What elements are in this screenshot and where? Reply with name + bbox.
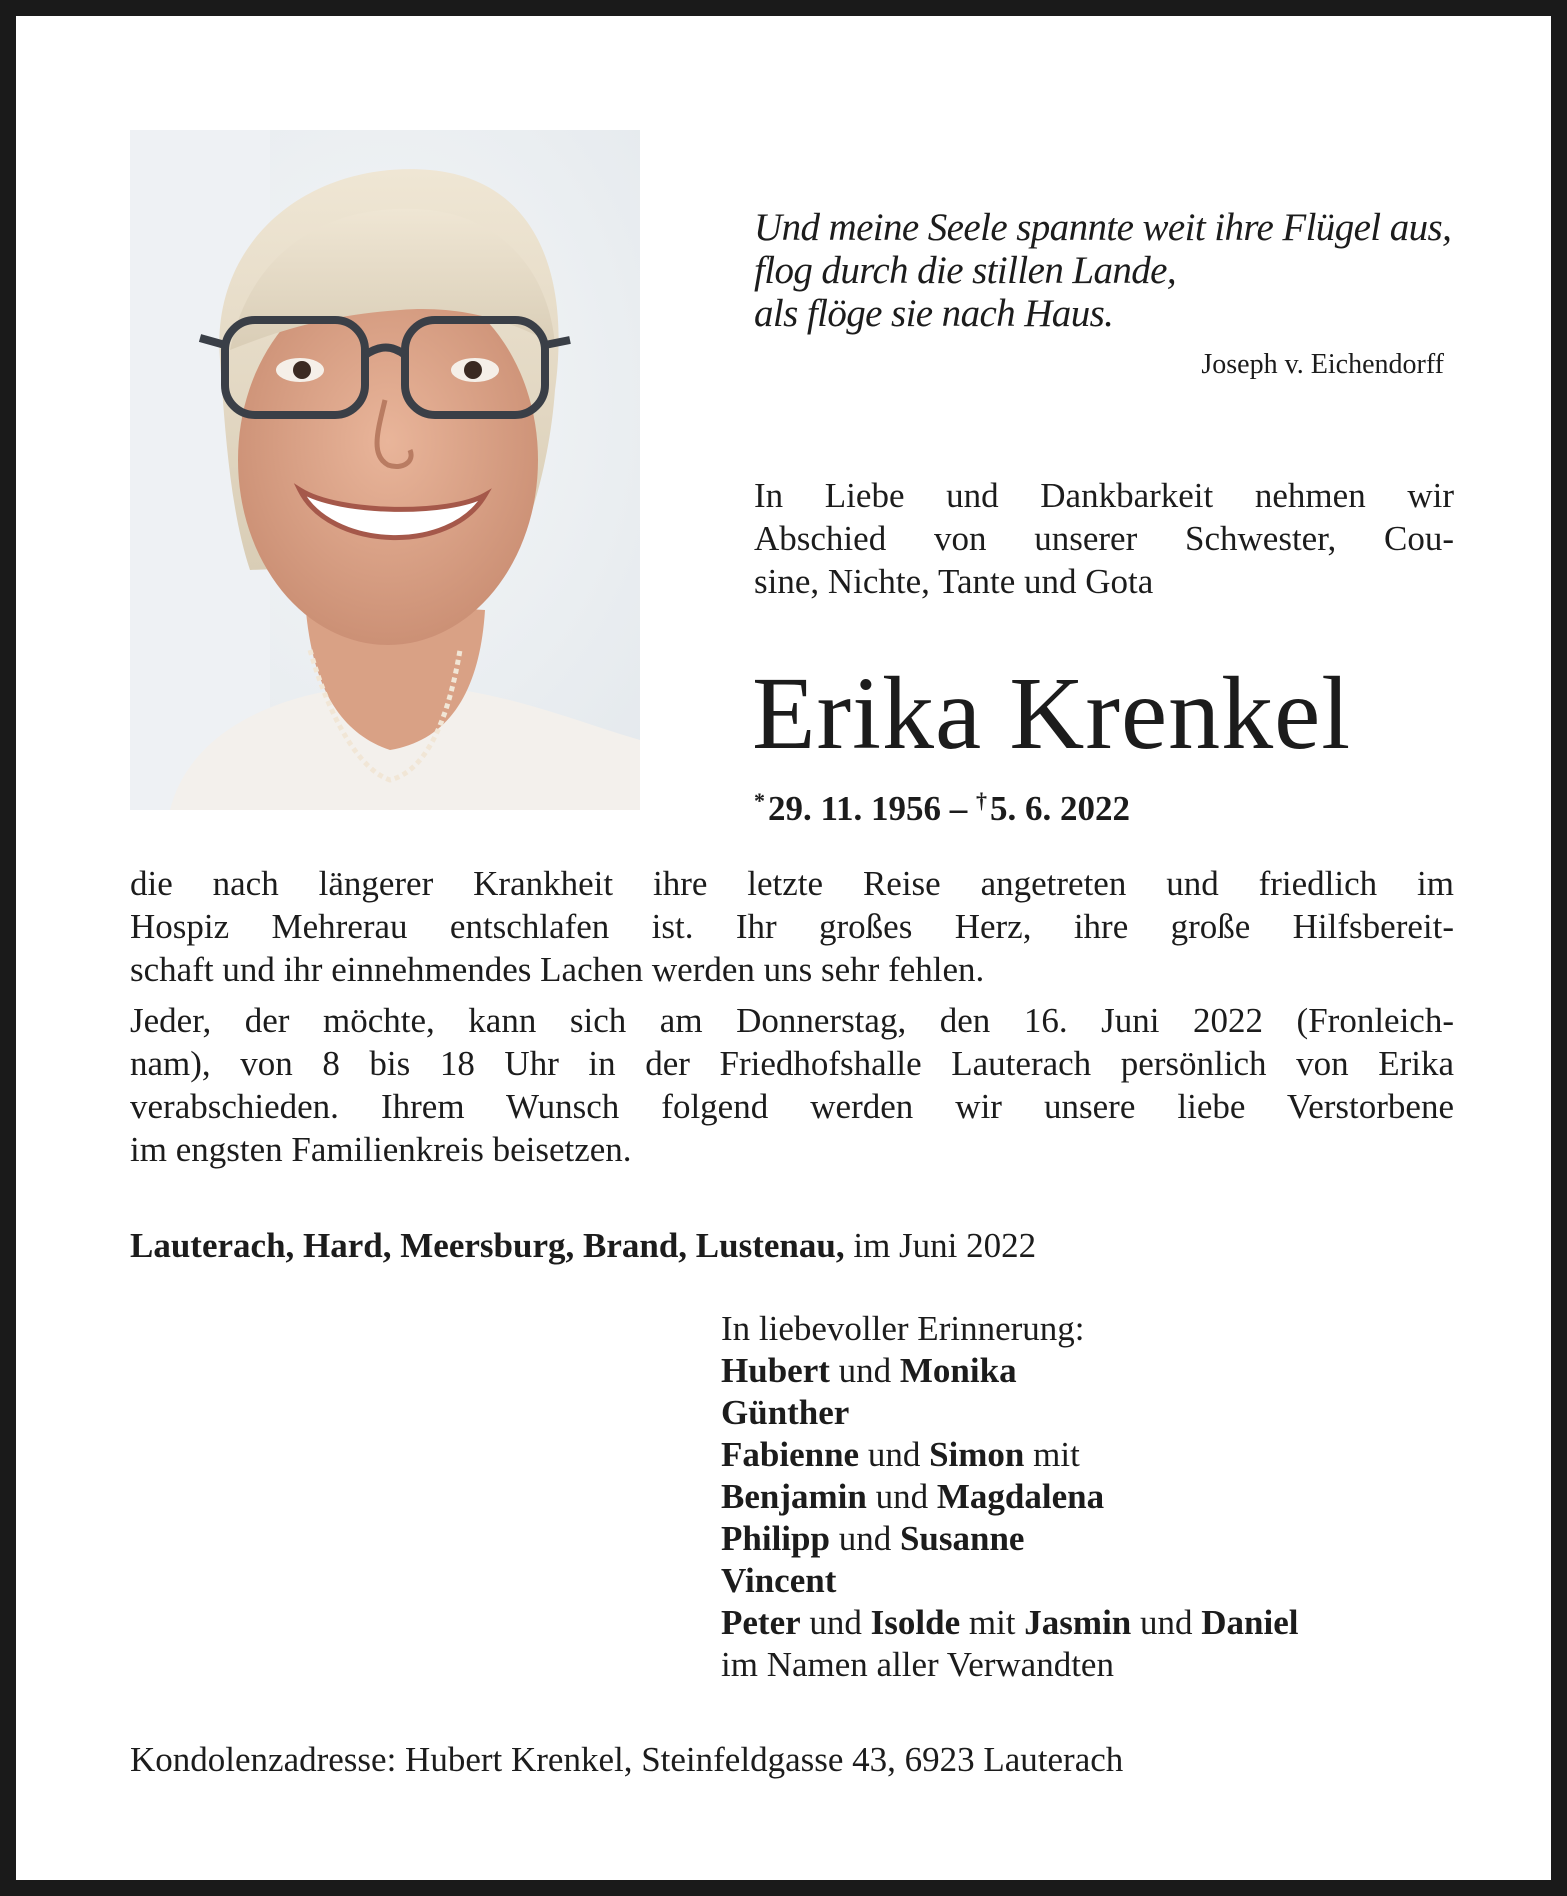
mourner-connector: und xyxy=(800,1603,871,1642)
body-paragraph-2 xyxy=(130,999,1454,1171)
mourner-connector: und xyxy=(859,1435,930,1474)
mourner-connector: und xyxy=(1131,1603,1202,1642)
mourner-name: Fabienne xyxy=(721,1435,860,1474)
body-paragraph-1 xyxy=(130,862,1454,991)
mourner-name: Jasmin xyxy=(1024,1603,1132,1642)
mourners-heading: In liebevoller Erinnerung: xyxy=(721,1309,1085,1348)
mourner-connector: und xyxy=(829,1519,900,1558)
mourner-lines xyxy=(721,1350,1299,1644)
mourner-name: Günther xyxy=(721,1393,850,1432)
intro-line: In Liebe und Dankbarkeit nehmen wir xyxy=(754,476,1454,515)
date-separator: – xyxy=(941,789,977,828)
body-line: verabschieden. Ihrem Wunsch folgend werden wir unsere liebe Verstorbene xyxy=(130,1087,1454,1126)
places-names: Lauterach, Hard, Meersburg, Brand, Lustenau, xyxy=(130,1226,845,1265)
birth-date: 29. 11. 1956 xyxy=(767,789,942,828)
mourner-name: Simon xyxy=(929,1435,1025,1474)
body-line: schaft und ihr einnehmendes Lachen werden uns sehr fehlen. xyxy=(130,950,985,989)
body-line: im engsten Familienkreis beisetzen. xyxy=(130,1130,632,1169)
quote-line: flog durch die stillen Lande, xyxy=(754,249,1177,292)
mourner-name: Magdalena xyxy=(936,1477,1105,1516)
mourner-name: Daniel xyxy=(1201,1603,1299,1642)
mourner-name: Isolde xyxy=(870,1603,961,1642)
body-line: Jeder, der möchte, kann sich am Donnerstag, den 16. Juni 2022 (Fronleich- xyxy=(130,1001,1454,1040)
mourner-connector: mit xyxy=(1024,1435,1080,1474)
places-date: im Juni 2022 xyxy=(844,1226,1037,1265)
mourner-line xyxy=(721,1392,1299,1434)
mourner-name: Susanne xyxy=(899,1519,1025,1558)
mourner-name: Vincent xyxy=(721,1561,837,1600)
intro-line: Abschied von unserer Schwester, Cou- xyxy=(754,519,1454,558)
mourners-list xyxy=(721,1308,1299,1686)
mourner-line xyxy=(721,1350,1299,1392)
eichendorff-quote xyxy=(754,206,1454,335)
birth-star-icon: * xyxy=(754,788,765,813)
mourner-connector: mit xyxy=(960,1603,1025,1642)
mourner-connector: und xyxy=(829,1351,900,1390)
mourner-line xyxy=(721,1602,1299,1644)
quote-author: Joseph v. Eichendorff xyxy=(1201,349,1444,380)
mourner-line xyxy=(721,1560,1299,1602)
death-date: 5. 6. 2022 xyxy=(989,789,1130,828)
intro-text xyxy=(754,474,1454,603)
mourner-line xyxy=(721,1476,1299,1518)
death-cross-icon: † xyxy=(976,788,988,813)
deceased-name: Erika Krenkel xyxy=(752,656,1352,771)
life-dates xyxy=(754,780,1130,830)
condolence-address: Kondolenzadresse: Hubert Krenkel, Steinfeldgasse 43, 6923 Lauterach xyxy=(130,1740,1124,1779)
obituary-sheet xyxy=(16,16,1551,1880)
quote-line: als flöge sie nach Haus. xyxy=(754,292,1114,335)
intro-line: sine, Nichte, Tante und Gota xyxy=(754,562,1154,601)
mourners-closing: im Namen aller Verwandten xyxy=(721,1645,1114,1684)
quote-line: Und meine Seele spannte weit ihre Flügel aus, xyxy=(754,206,1452,249)
mourner-connector: und xyxy=(866,1477,937,1516)
mourner-name: Monika xyxy=(899,1351,1017,1390)
places-line xyxy=(130,1224,1036,1267)
body-line: die nach längerer Krankheit ihre letzte Reise angetreten und friedlich im xyxy=(130,864,1454,903)
mourner-line xyxy=(721,1518,1299,1560)
mourner-name: Philipp xyxy=(721,1519,830,1558)
body-line: Hospiz Mehrerau entschlafen ist. Ihr großes Herz, ihre große Hilfsbereit- xyxy=(130,907,1454,946)
mourner-name: Hubert xyxy=(721,1351,830,1390)
portrait-photo xyxy=(130,130,640,810)
mourner-line xyxy=(721,1434,1299,1476)
mourner-name: Benjamin xyxy=(721,1477,867,1516)
obituary-body xyxy=(130,862,1454,1179)
mourner-name: Peter xyxy=(721,1603,801,1642)
portrait-image xyxy=(130,130,640,810)
body-line: nam), von 8 bis 18 Uhr in der Friedhofshalle Lauterach persönlich von Erika xyxy=(130,1044,1454,1083)
